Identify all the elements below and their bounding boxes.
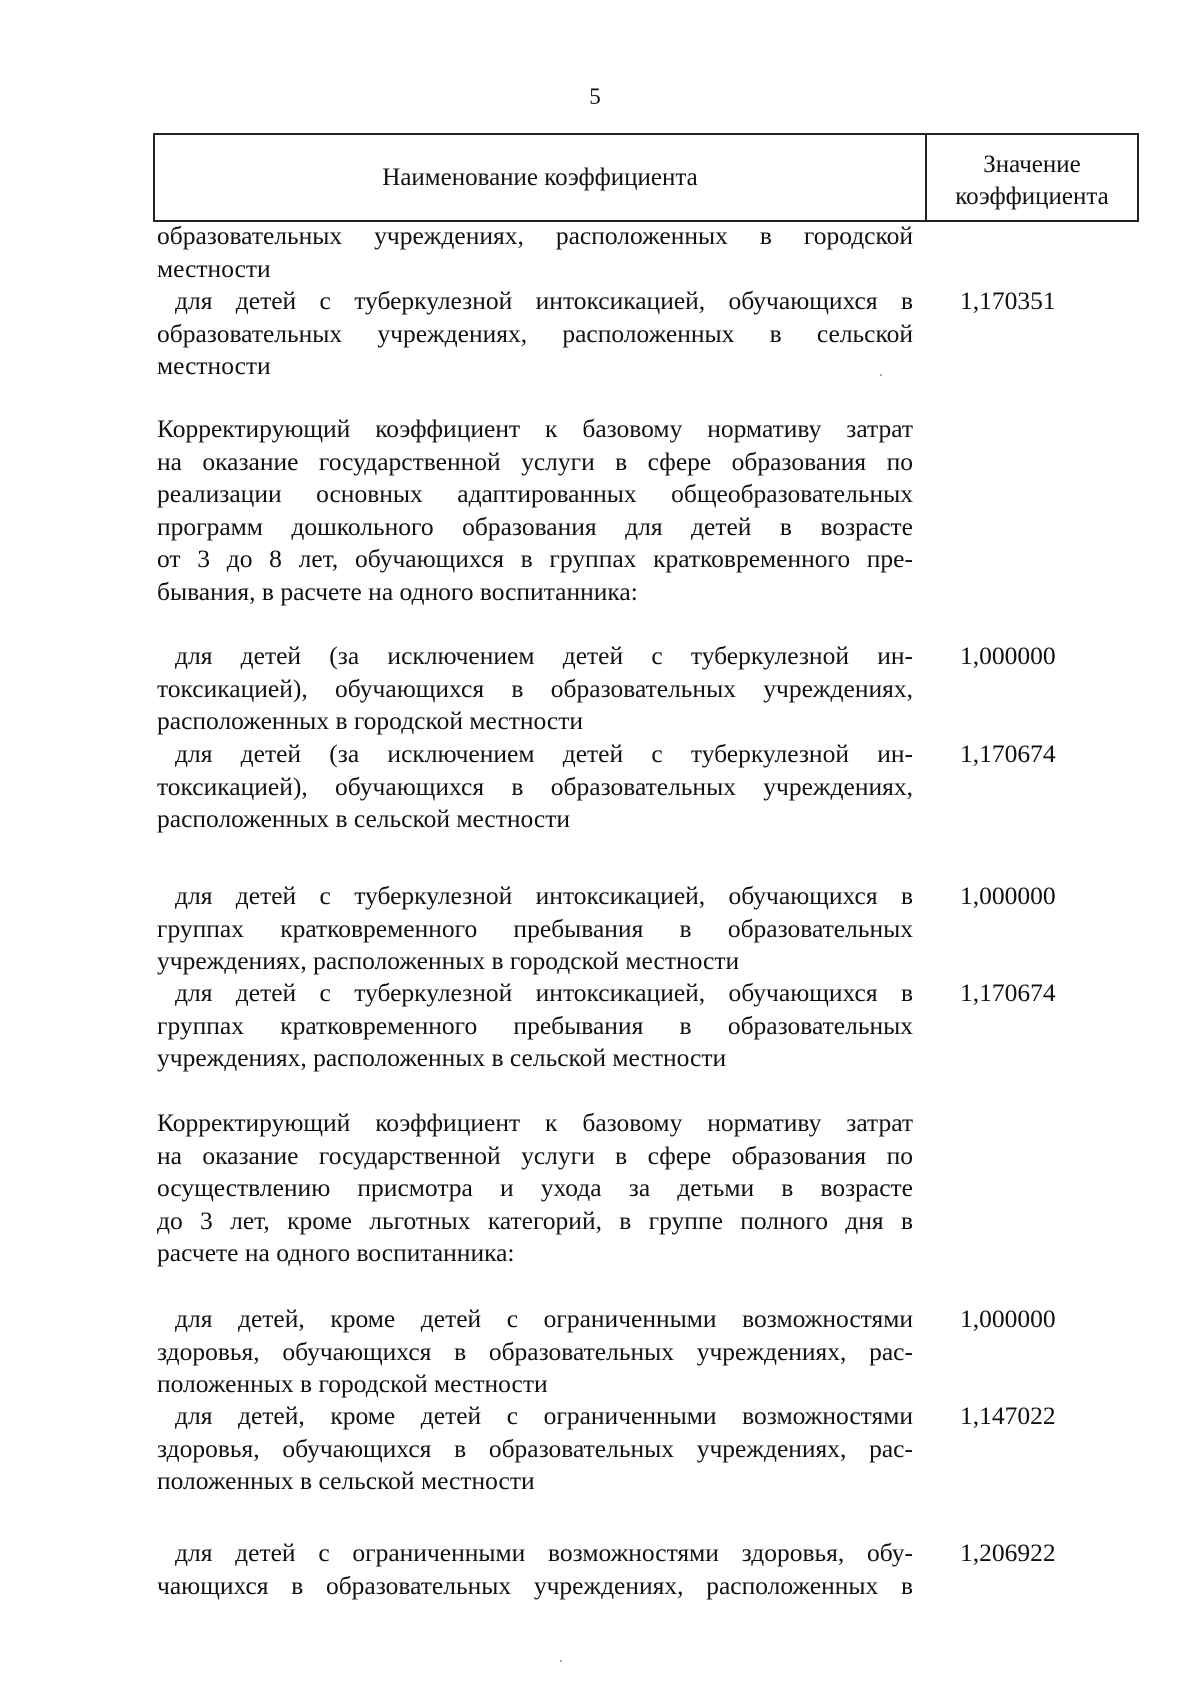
- coefficient-value: 1,147022: [960, 1401, 1056, 1430]
- coefficient-value: 1,000000: [960, 1304, 1056, 1333]
- text-line: для детей с ограниченными возможностями здоровья, обу-: [175, 1538, 913, 1567]
- text-line: учреждениях, расположенных в городской местности: [157, 946, 740, 975]
- text-line: токсикацией), обучающихся в образовательных учреждениях,: [157, 673, 913, 703]
- column-header-value-line2: коэффициента: [955, 183, 1109, 210]
- text-line: расположенных в сельской местности: [157, 804, 571, 833]
- text-line: положенных в сельской местности: [157, 1466, 535, 1495]
- text-line: реализации основных адаптированных общеобразовательных: [157, 479, 913, 508]
- text-line: чающихся в образовательных учреждениях, расположенных в: [157, 1570, 913, 1600]
- text-line: Корректирующий коэффициент к базовому нормативу затрат: [157, 414, 913, 443]
- coefficient-value: 1,170674: [960, 978, 1056, 1007]
- column-header-value: [927, 149, 1137, 213]
- text-line: токсикацией), обучающихся в образовательных учреждениях,: [157, 771, 913, 801]
- section-heading: [157, 413, 913, 608]
- text-line: от 3 до 8 лет, обучающихся в группах кратковременного пре-: [157, 544, 913, 573]
- coefficient-value: 1,000000: [960, 641, 1056, 670]
- text-line: расчете на одного воспитанника:: [157, 1238, 515, 1267]
- coefficient-value: 1,170351: [960, 286, 1056, 315]
- coefficient-value: 1,000000: [960, 881, 1056, 910]
- text-line: для детей с туберкулезной интоксикацией, обучающихся в: [175, 881, 913, 910]
- text-line: местности: [157, 351, 271, 380]
- text-line: для детей (за исключением детей с туберкулезной ин-: [175, 739, 913, 768]
- text-line: для детей с туберкулезной интоксикацией, обучающихся в: [175, 978, 913, 1007]
- coefficient-value: 1,206922: [960, 1538, 1056, 1567]
- text-line: местности: [157, 253, 271, 283]
- text-line: на оказание государственной услуги в сфере образования по: [157, 446, 913, 476]
- text-line: здоровья, обучающихся в образовательных учреждениях, рас-: [157, 1336, 913, 1366]
- page-number: 5: [589, 84, 601, 109]
- coefficient-value: 1,170674: [960, 739, 1056, 768]
- section-heading: [157, 1107, 913, 1270]
- text-line: Корректирующий коэффициент к базовому нормативу затрат: [157, 1108, 913, 1137]
- table-row-text: [157, 1400, 913, 1498]
- text-line: для детей, кроме детей с ограниченными возможностями: [175, 1304, 913, 1333]
- column-header-name: Наименование коэффициента: [382, 163, 698, 191]
- text-line: для детей с туберкулезной интоксикацией, обучающихся в: [175, 286, 913, 315]
- scan-speck: [880, 374, 882, 376]
- text-line: программ дошкольного образования для детей в возрасте: [157, 511, 913, 541]
- text-line: здоровья, обучающихся в образовательных учреждениях, рас-: [157, 1433, 913, 1463]
- text-line: положенных в городской местности: [157, 1369, 548, 1398]
- table-row-text: [157, 977, 913, 1075]
- text-line: бывания, в расчете на одного воспитанника:: [157, 576, 638, 606]
- table-header: [153, 133, 1139, 222]
- text-line: образовательных учреждениях, расположенных в городской: [157, 221, 913, 250]
- table-row-text: [157, 220, 913, 285]
- text-line: группах кратковременного пребывания в образовательных: [157, 1010, 913, 1040]
- table-row-text: [157, 1303, 913, 1401]
- text-line: учреждениях, расположенных в сельской местности: [157, 1043, 727, 1072]
- table-row-text: [157, 880, 913, 978]
- text-line: для детей (за исключением детей с туберкулезной ин-: [175, 641, 913, 670]
- table-row-text: [157, 640, 913, 738]
- table-row-text: [157, 1537, 913, 1602]
- text-line: расположенных в городской местности: [157, 706, 584, 735]
- text-line: образовательных учреждениях, расположенных в сельской: [157, 318, 913, 348]
- table-row-text: [157, 285, 913, 383]
- text-line: для детей, кроме детей с ограниченными возможностями: [175, 1401, 913, 1430]
- text-line: до 3 лет, кроме льготных категорий, в группе полного дня в: [157, 1205, 913, 1235]
- scan-speck: [560, 1660, 562, 1662]
- text-line: осуществлению присмотра и ухода за детьми в возрасте: [157, 1173, 913, 1202]
- text-line: группах кратковременного пребывания в образовательных: [157, 913, 913, 943]
- column-header-value-line1: Значение: [983, 151, 1081, 178]
- table-row-text: [157, 738, 913, 836]
- text-line: на оказание государственной услуги в сфере образования по: [157, 1140, 913, 1170]
